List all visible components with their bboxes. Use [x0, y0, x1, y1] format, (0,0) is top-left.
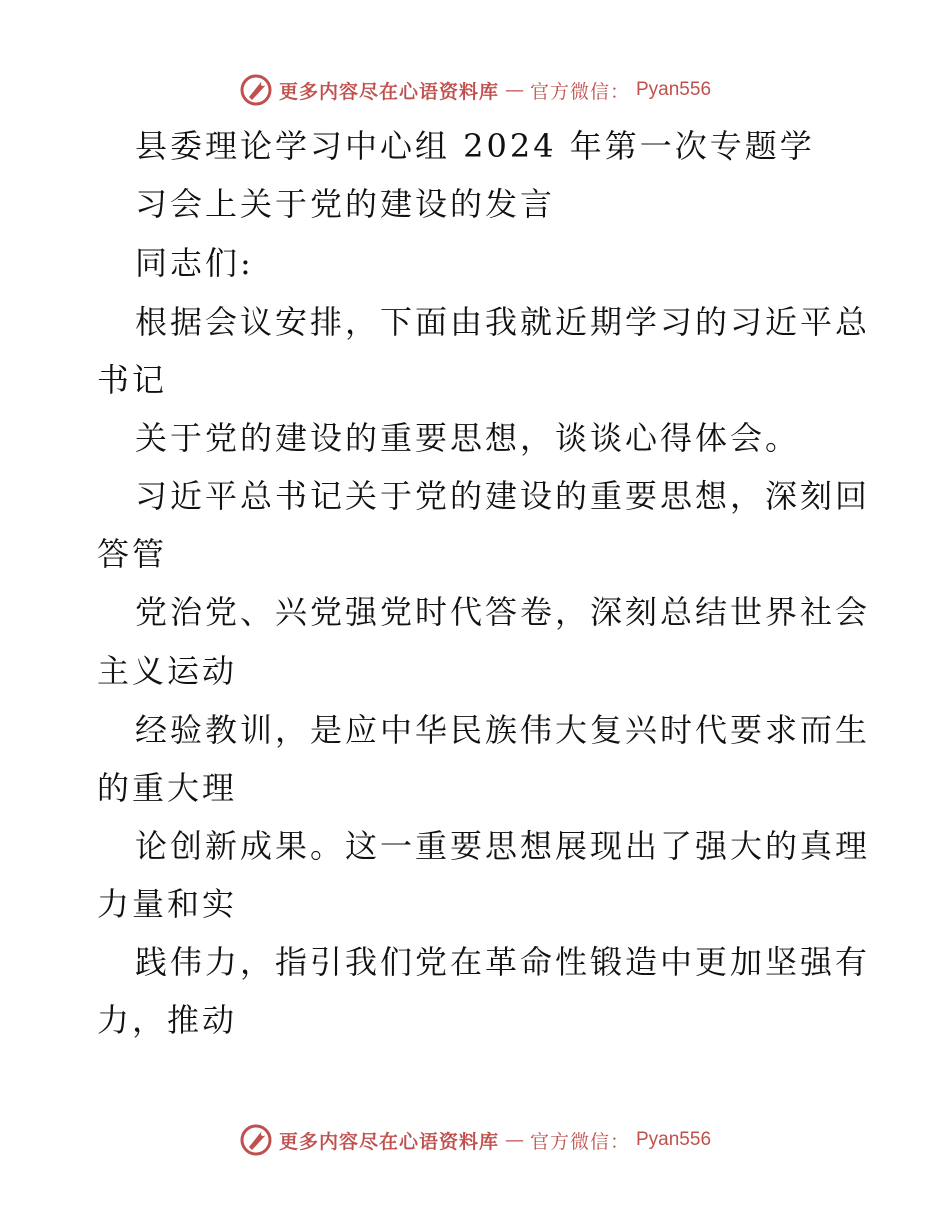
paragraph-line: 论创新成果。这一重要思想展现出了强大的真理: [135, 827, 871, 865]
paragraph-line: 习近平总书记关于党的建设的重要思想，深刻回: [135, 477, 871, 515]
paragraph-line: 党治党、兴党强党时代答卷，深刻总结世界社会: [135, 593, 871, 631]
paragraph-line: 书记: [97, 361, 168, 399]
banner-wechat-id: Pyan556: [636, 79, 712, 100]
banner-wechat-id: Pyan556: [636, 1129, 712, 1150]
banner-text: 更多内容尽在心语资料库: [278, 1130, 499, 1153]
paragraph-line: 主义运动: [97, 652, 238, 690]
header-banner: [0, 70, 950, 110]
pen-nib-logo-icon: [239, 1123, 273, 1157]
banner-separator: —: [504, 79, 524, 101]
salutation: 同志们:: [135, 244, 254, 282]
paragraph-line: 经验教训，是应中华民族伟大复兴时代要求而生: [135, 711, 871, 749]
title-line-1: 县委理论学习中心组 2024 年第一次专题学: [135, 127, 815, 165]
paragraph-line: 力，推动: [97, 1001, 238, 1039]
footer-banner: [0, 1120, 950, 1160]
paragraph-line: 的重大理: [97, 769, 238, 807]
banner-official-label: 官方微信：: [529, 80, 630, 103]
paragraph-line: 根据会议安排，下面由我就近期学习的习近平总: [135, 303, 871, 341]
paragraph-line: 答管: [97, 535, 168, 573]
paragraph-line: 践伟力，指引我们党在革命性锻造中更加坚强有: [135, 943, 871, 981]
banner-text: 更多内容尽在心语资料库: [278, 80, 499, 103]
paragraph-line: 力量和实: [97, 885, 238, 923]
banner-official-label: 官方微信：: [529, 1130, 630, 1153]
paragraph-line: 关于党的建设的重要思想，谈谈心得体会。: [135, 419, 801, 457]
pen-nib-logo-icon: [239, 73, 273, 107]
title-line-2: 习会上关于党的建设的发言: [135, 185, 556, 223]
banner-separator: —: [504, 1129, 524, 1151]
